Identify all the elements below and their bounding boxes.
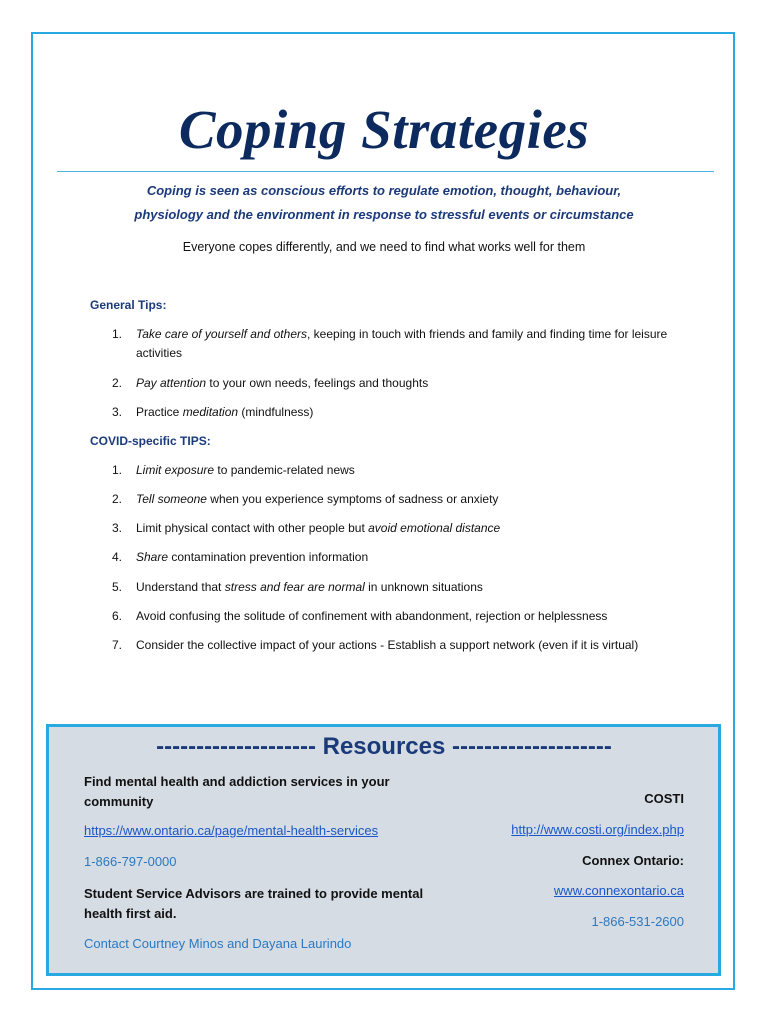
list-item-emphasis: Tell someone: [136, 492, 207, 506]
list-item-number: 3.: [112, 521, 123, 535]
list-item-number: 7.: [112, 638, 123, 652]
ontario-mental-health-link[interactable]: https://www.ontario.ca/page/mental-health-services: [84, 823, 379, 838]
list-item-emphasis: Limit exposure: [136, 463, 215, 477]
list-item-text-rest: contamination prevention information: [168, 550, 369, 564]
list-item-text-lead: Consider the collective impact of your actions - Establish a support network (even if it is virtual): [136, 638, 639, 652]
list-item-text-lead: Understand that: [136, 580, 225, 594]
list-item-emphasis: Share: [136, 550, 169, 564]
list-item-text-rest: (mindfulness): [238, 405, 314, 419]
list-item-number: 2.: [112, 492, 123, 506]
list-item-text: [136, 325, 672, 363]
subtitle: Everyone copes differently, and we need to find what works well for them: [182, 240, 586, 254]
list-item: [112, 548, 672, 567]
list-item-text: [136, 607, 672, 626]
list-item-number: 1.: [112, 327, 123, 341]
advisors-text: Student Service Advisors are trained to provide mental health first aid.: [84, 886, 424, 921]
list-item: [112, 461, 672, 480]
costi-link[interactable]: http://www.costi.org/index.php: [511, 822, 684, 837]
find-services-text: Find mental health and addiction services in your community: [84, 774, 390, 809]
page-title: Coping Strategies: [178, 99, 590, 160]
list-item-number: 3.: [112, 405, 123, 419]
list-item-text-rest: to your own needs, feelings and thoughts: [206, 376, 429, 390]
list-item-text-rest: , keeping in touch with friends and family and finding time for leisure activities: [136, 327, 668, 360]
covid-tips-heading: COVID-specific TIPS:: [90, 434, 211, 448]
list-item: [112, 374, 672, 393]
list-item-text-rest: in unknown situations: [364, 580, 483, 594]
list-item-emphasis: Take care of yourself and others: [136, 327, 307, 341]
list-item-text-lead: Limit physical contact with other people but: [136, 521, 369, 535]
list-item-text: [136, 374, 672, 393]
list-item: [112, 519, 672, 538]
list-item-number: 2.: [112, 376, 123, 390]
list-item-number: 4.: [112, 550, 123, 564]
connex-phone: 1-866-531-2600: [591, 914, 684, 929]
list-item: [112, 490, 672, 509]
list-item-text-lead: Practice: [136, 405, 183, 419]
list-item-text: [136, 403, 672, 422]
definition-line-1: Coping is seen as conscious efforts to regulate emotion, thought, behaviour,: [146, 183, 622, 198]
general-tips-heading: General Tips:: [90, 298, 167, 312]
connex-link[interactable]: www.connexontario.ca: [553, 883, 684, 898]
list-item-emphasis: meditation: [182, 405, 239, 419]
list-item-text: [136, 548, 672, 567]
contact-advisors-text: Contact Courtney Minos and Dayana Laurindo: [84, 936, 352, 951]
list-item-text: [136, 490, 672, 509]
list-item-number: 1.: [112, 463, 123, 477]
list-item: [112, 607, 672, 626]
list-item-emphasis: stress and fear are normal: [224, 580, 365, 594]
list-item-emphasis: avoid emotional distance: [368, 521, 501, 535]
list-item: [112, 325, 672, 363]
list-item-number: 5.: [112, 580, 123, 594]
list-item-text-rest: to pandemic-related news: [214, 463, 355, 477]
list-item-text-rest: when you experience symptoms of sadness or anxiety: [206, 492, 499, 506]
costi-label: COSTI: [644, 791, 684, 806]
connex-label: Connex Ontario:: [582, 853, 684, 868]
list-item-text: [136, 519, 672, 538]
list-item-number: 6.: [112, 609, 123, 623]
title-divider: [57, 171, 714, 172]
list-item: [112, 636, 672, 655]
list-item-text: [136, 636, 672, 655]
definition-line-2: physiology and the environment in response to stressful events or circumstance: [134, 207, 634, 222]
list-item: [112, 578, 672, 597]
list-item-text: [136, 578, 672, 597]
list-item-text: [136, 461, 672, 480]
list-item: [112, 403, 672, 422]
list-item-text-lead: Avoid confusing the solitude of confinement with abandonment, rejection or helplessness: [136, 609, 608, 623]
list-item-emphasis: Pay attention: [136, 376, 207, 390]
resources-title: -------------------- Resources --------------------: [156, 733, 612, 760]
ontario-phone: 1-866-797-0000: [84, 854, 177, 869]
